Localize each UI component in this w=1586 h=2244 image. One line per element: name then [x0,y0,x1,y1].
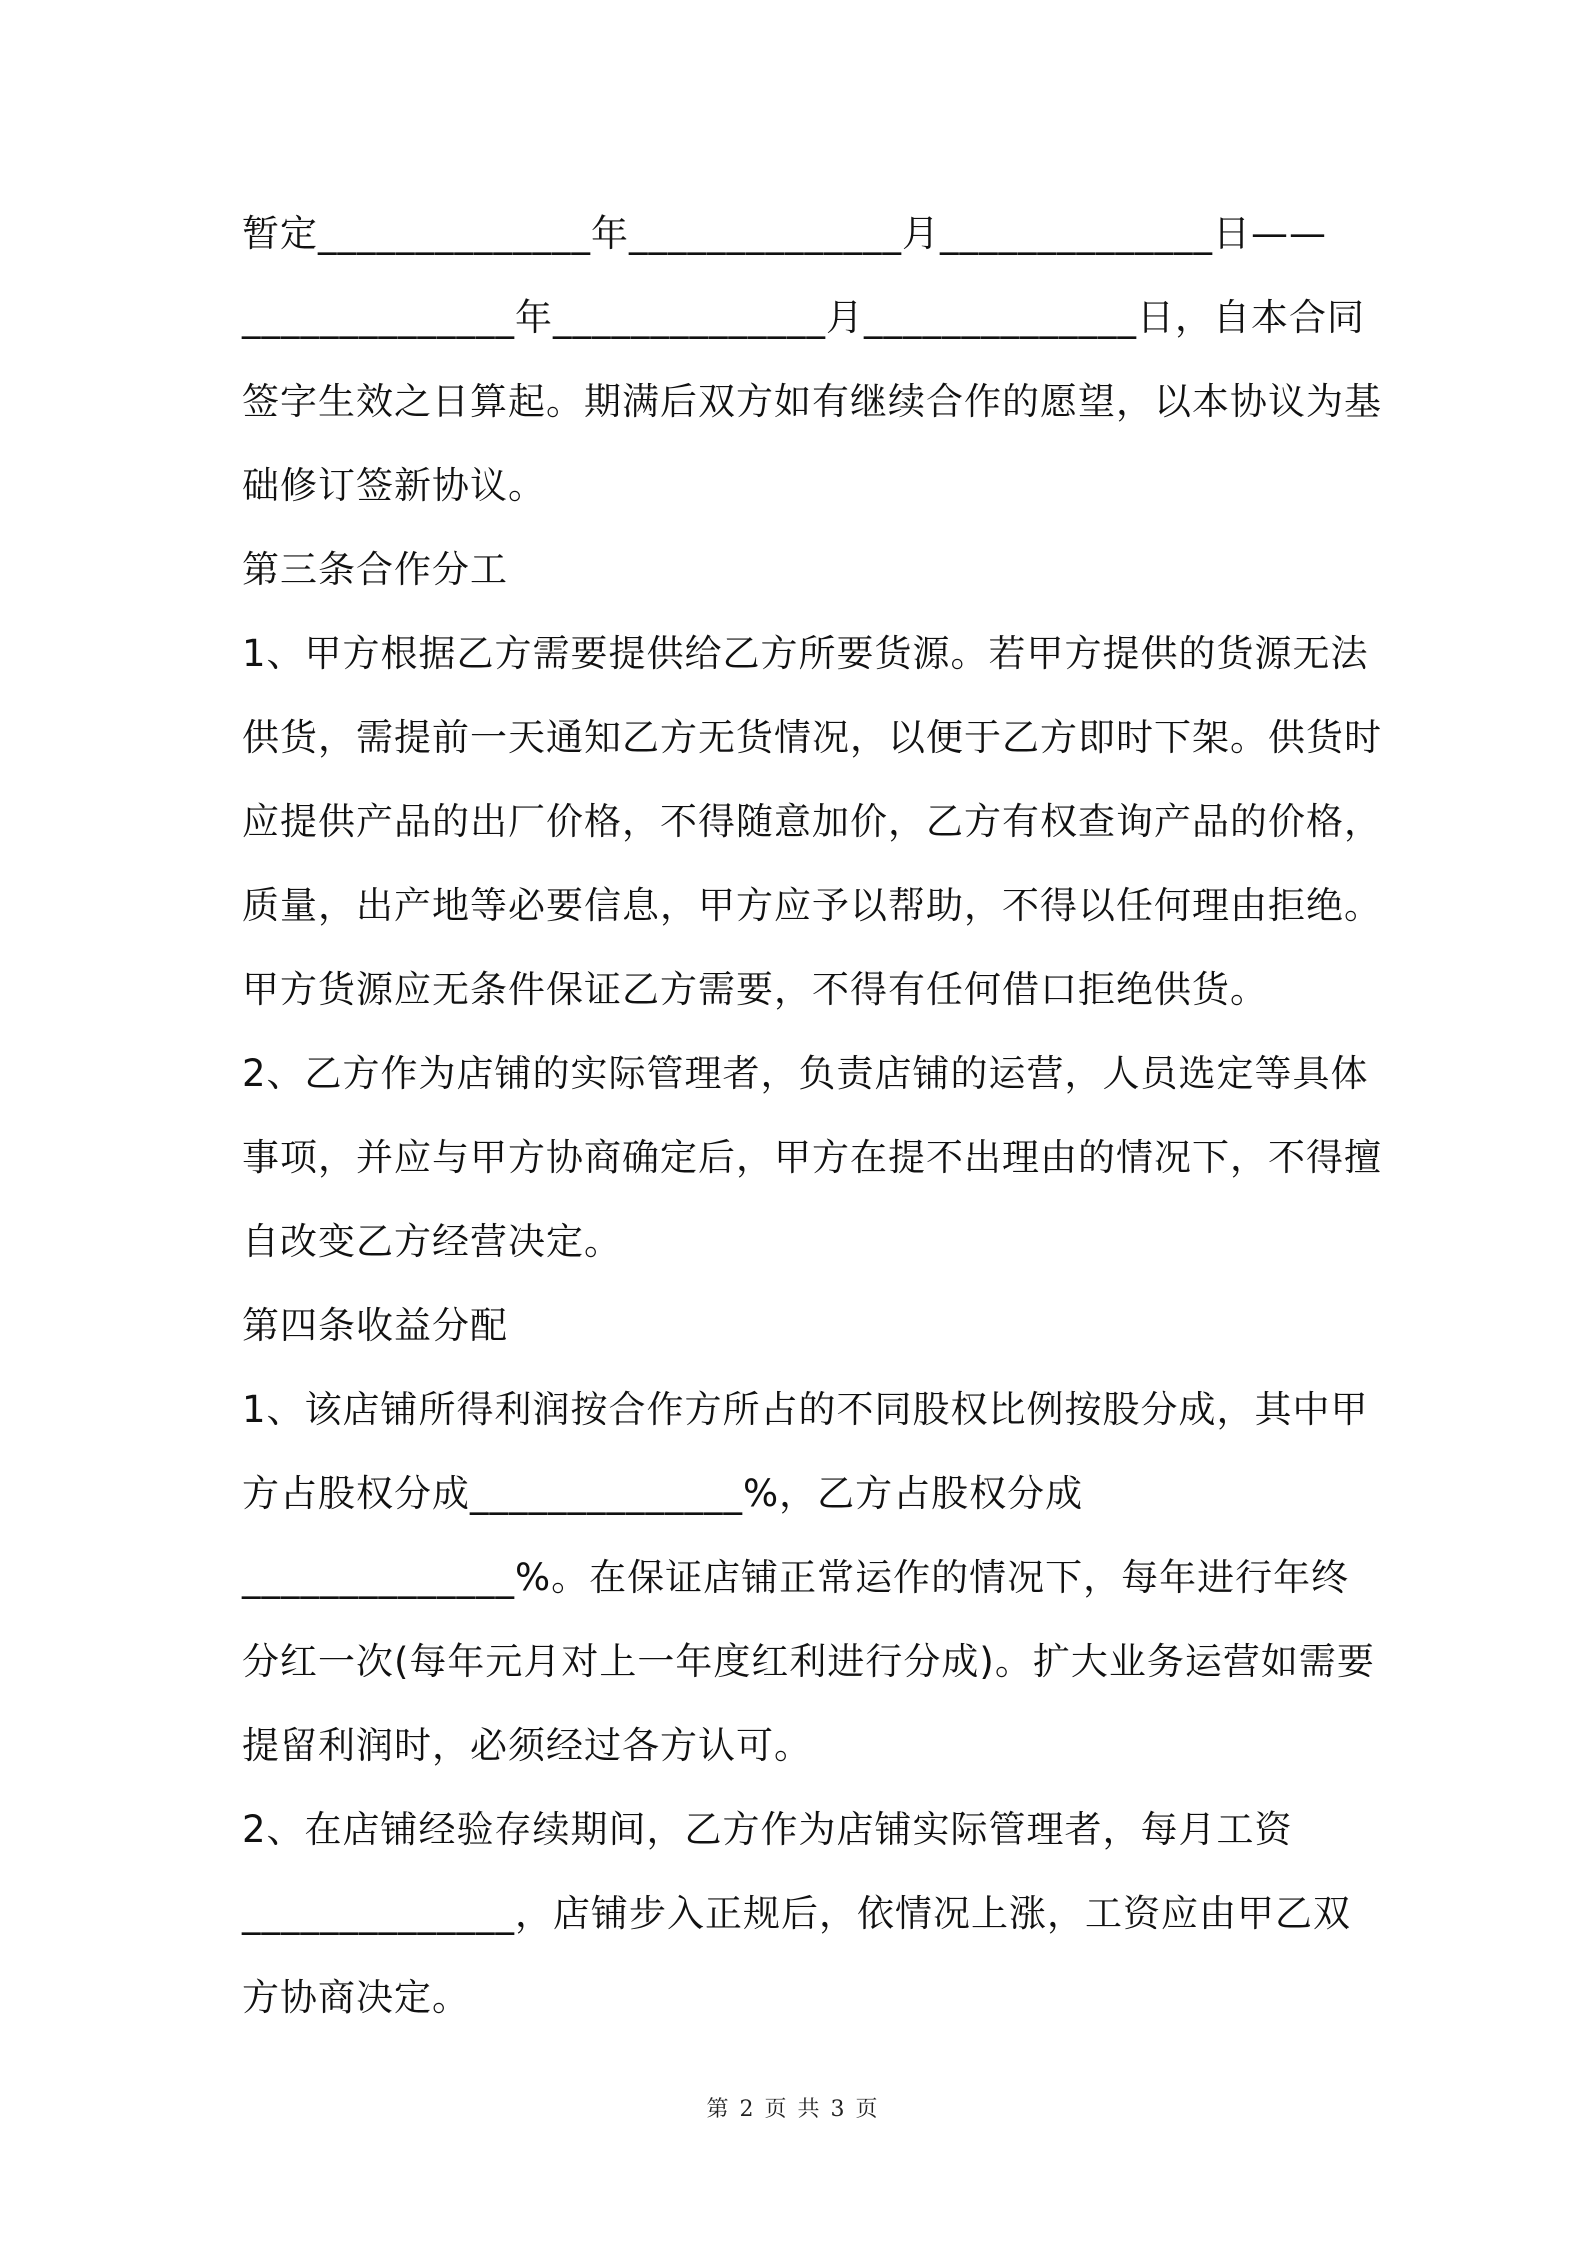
body-line: 1、甲方根据乙方需要提供给乙方所要货源。若甲方提供的货源无法 [242,632,1369,675]
body-line: 甲方货源应无条件保证乙方需要，不得有任何借口拒绝供货。 [242,968,1268,1011]
document-body [242,192,1382,2040]
body-line: ______________%。在保证店铺正常运作的情况下，每年进行年终 [242,1556,1350,1599]
body-line: 础修订签新协议。 [242,464,546,507]
body-line: 分红一次(每年元月对上一年度红利进行分成)。扩大业务运营如需要 [242,1640,1375,1683]
body-line: 暂定______________年______________月______________日—— [242,212,1327,255]
body-line: 应提供产品的出厂价格，不得随意加价，乙方有权查询产品的价格， [242,800,1382,843]
body-line: 2、乙方作为店铺的实际管理者，负责店铺的运营，人员选定等具体 [242,1052,1369,1095]
body-line: 签字生效之日算起。期满后双方如有继续合作的愿望，以本协议为基 [242,380,1382,423]
body-line: 1、该店铺所得利润按合作方所占的不同股权比例按股分成，其中甲 [242,1388,1369,1431]
body-line: 自改变乙方经营决定。 [242,1220,622,1263]
body-line: 方占股权分成______________%，乙方占股权分成 [242,1472,1084,1515]
body-line: 提留利润时，必须经过各方认可。 [242,1724,812,1767]
body-line: 方协商决定。 [242,1976,470,2019]
section-heading: 第四条收益分配 [242,1304,508,1347]
body-line: 供货，需提前一天通知乙方无货情况，以便于乙方即时下架。供货时 [242,716,1382,759]
page-number-footer: 第 2 页 共 3 页 [706,2097,880,2122]
body-line: ______________，店铺步入正规后，依情况上涨，工资应由甲乙双 [242,1892,1351,1935]
body-line: 事项，并应与甲方协商确定后，甲方在提不出理由的情况下，不得擅 [242,1136,1382,1179]
section-heading: 第三条合作分工 [242,548,508,591]
body-line: 质量，出产地等必要信息，甲方应予以帮助，不得以任何理由拒绝。 [242,884,1382,927]
body-line: ______________年______________月______________日，自本合同 [242,296,1365,339]
body-line: 2、在店铺经验存续期间，乙方作为店铺实际管理者，每月工资 [242,1808,1293,1851]
